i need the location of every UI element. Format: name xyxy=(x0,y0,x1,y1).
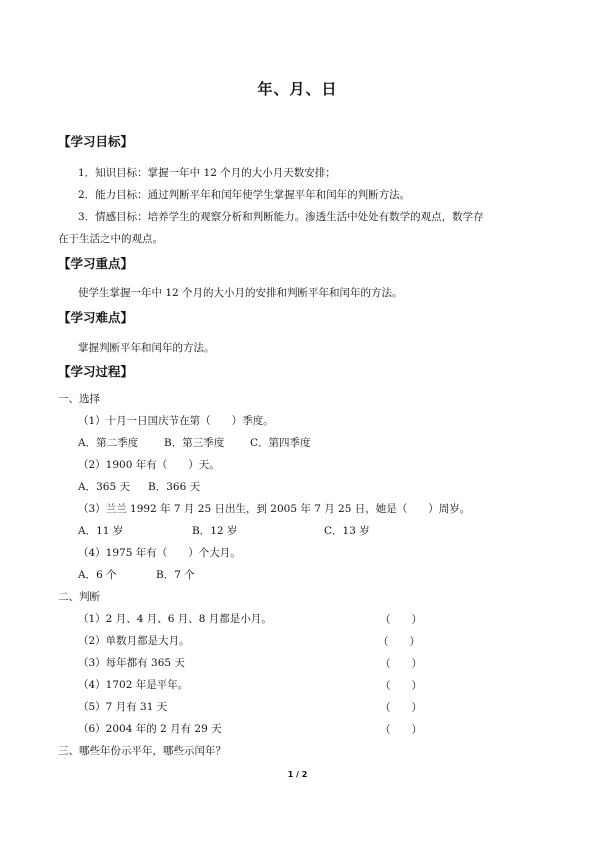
choice-q1-opt-c: C．第四季度 xyxy=(250,437,311,449)
choice-label: 一、选择 xyxy=(58,393,100,405)
choice-q3: （3）兰兰 1992 年 7 月 25 日出生，到 2005 年 7 月 25 日，她是（ ）周岁。 xyxy=(78,503,471,515)
choice-q2: （2）1900 年有（ ）天。 xyxy=(78,459,220,471)
judge-item-1: （1）2 月、4 月、6 月、8 月都是小月。 xyxy=(78,613,272,625)
goal-item-3: 3．情感目标：培养学生的观察分析和判断能力。渗透生活中处处有数学的观点，数学存 xyxy=(78,211,484,223)
judge-item-3: （3）每年都有 365 天 xyxy=(78,657,185,669)
choice-q4-opt-b: B．7 个 xyxy=(156,569,195,581)
judge-item-6: （6）2004 年的 2 月有 29 天 xyxy=(78,723,222,735)
choice-q4: （4）1975 年有（ ）个大月。 xyxy=(78,547,241,559)
goals-heading: 【学习目标】 xyxy=(58,134,134,149)
choice-q3-opt-c: C．13 岁 xyxy=(324,525,370,537)
judge-answer-4[interactable]: （ ） xyxy=(380,680,422,692)
key-text: 使学生掌握一年中 12 个月的大小月的安排和判断平年和闰年的方法。 xyxy=(78,287,403,299)
goal-item-3-cont: 在于生活之中的观点。 xyxy=(58,233,163,245)
page-number: 1 / 2 xyxy=(287,770,308,779)
difficult-heading: 【学习难点】 xyxy=(58,310,134,325)
page-title: 年、月、日 xyxy=(257,80,338,98)
choice-q3-opt-b: B．12 岁 xyxy=(192,525,238,537)
judge-answer-2[interactable]: （ ） xyxy=(378,636,420,648)
process-heading: 【学习过程】 xyxy=(58,364,134,379)
judge-item-5: （5）7 月有 31 天 xyxy=(78,701,168,713)
judge-item-4: （4）1702 年是平年。 xyxy=(78,679,189,691)
judge-answer-3[interactable]: （ ） xyxy=(380,658,422,670)
choice-q1-opt-a: A．第二季度 xyxy=(78,437,139,449)
choice-q2-opt-b: B．366 天 xyxy=(148,481,201,493)
choice-q2-opt-a: A．365 天 xyxy=(78,481,130,493)
goal-item-1: 1．知识目标：掌握一年中 12 个月的大小月天数安排； xyxy=(78,167,336,179)
difficult-text: 掌握判断平年和闰年的方法。 xyxy=(78,342,215,354)
question-three-label: 三、哪些年份示平年，哪些示闰年？ xyxy=(58,745,226,757)
judge-answer-6[interactable]: （ ） xyxy=(380,724,422,736)
choice-q4-opt-a: A．6 个 xyxy=(78,569,117,581)
key-heading: 【学习重点】 xyxy=(58,256,134,271)
choice-q1-opt-b: B．第三季度 xyxy=(164,437,225,449)
judge-item-2: （2）单数月都是大月。 xyxy=(78,635,190,647)
choice-q1: （1）十月一日国庆节在第（ ）季度。 xyxy=(78,415,274,427)
judge-answer-1[interactable]: （ ） xyxy=(380,614,422,626)
judge-answer-5[interactable]: （ ） xyxy=(380,702,422,714)
choice-q3-opt-a: A．11 岁 xyxy=(78,525,124,537)
judge-label: 二、判断 xyxy=(58,591,100,603)
goal-item-2: 2．能力目标：通过判断平年和闰年使学生掌握平年和闰年的判断方法。 xyxy=(78,189,411,201)
